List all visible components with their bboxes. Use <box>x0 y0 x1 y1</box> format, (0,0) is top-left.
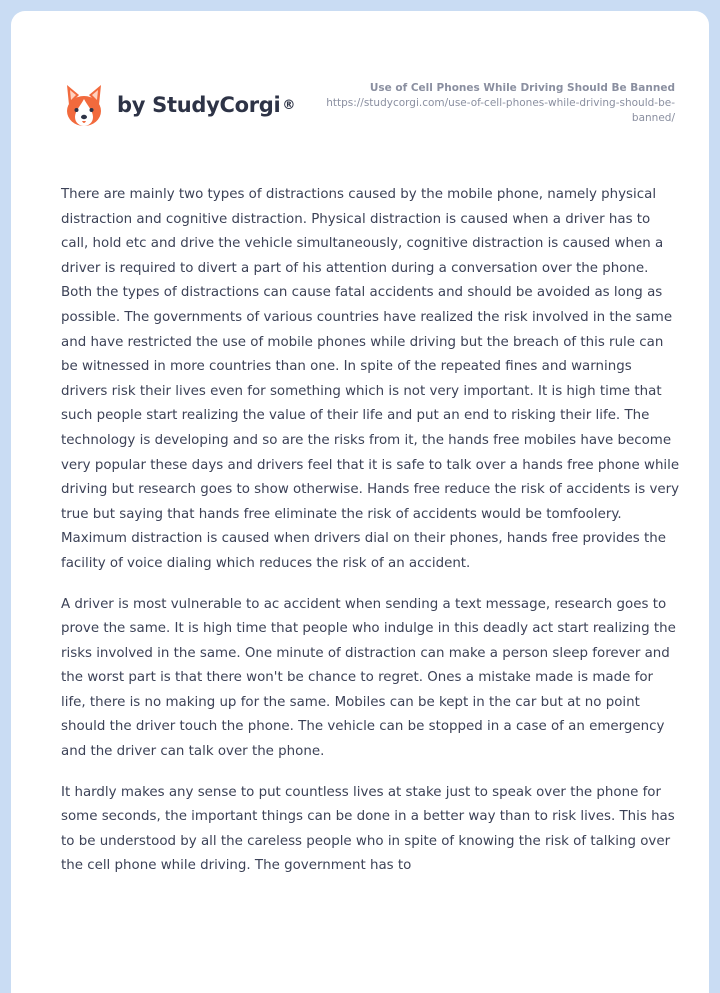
paragraph: There are mainly two types of distractions caused by the mobile phone, namely physical distraction and cognitive distraction. Physical distraction is caused when a driver has to call, hold etc and drive the vehicle simultaneously, cognitive distraction is caused when a driver is required to divert a part of his attention during a conversation over the phone. Both the types of distractions can cause fatal accidents and should be avoided as long as possible. The governments of various countries have realized the risk involved in the same and have restricted the use of mobile phones while driving but the breach of this rule can be witnessed in more countries than one. In spite of the repeated fines and warnings drivers risk their lives even for something which is not very important. It is high time that such people start realizing the value of their life and put an end to risking their life. The technology is developing and so are the risks from it, the hands free mobiles have become very popular these days and drivers feel that it is safe to talk over a hands free phone while driving but research goes to show otherwise. Hands free reduce the risk of accidents is very true but saying that hands free eliminate the risk of accidents would be tomfoolery. Maximum distraction is caused when drivers dial on their phones, hands free provides the facility of voice dialing which reduces the risk of an accident. <box>61 187 680 571</box>
source-title: Use of Cell Phones While Driving Should Be Banned <box>369 82 675 94</box>
document-page <box>11 11 709 993</box>
essay-body <box>61 183 681 895</box>
paragraph: It hardly makes any sense to put countless lives at stake just to speak over the phone for some seconds, the important things can be done in a better way than to risk lives. This has to be understood by all the careless people who in spite of knowing the risk of talking over the cell phone while driving. The government has to <box>61 784 675 874</box>
studycorgi-logo[interactable] <box>61 81 295 129</box>
source-url[interactable]: https://studycorgi.com/use-of-cell-phones-while-driving-should-be-banned/ <box>326 97 675 124</box>
source-reference <box>315 81 675 126</box>
corgi-icon <box>61 81 107 129</box>
registered-mark: ® <box>282 97 296 113</box>
paragraph: A driver is most vulnerable to ac accident when sending a text message, research goes to prove the same. It is high time that people who indulge in this deadly act start realizing the risks involved in the same. One minute of distraction can make a person sleep forever and the worst part is that there won't be chance to regret. Ones a mistake made is made for life, there is no making up for the same. Mobiles can be kept in the car but at no point should the driver touch the phone. The vehicle can be stopped in a case of an emergency and the driver can talk over the phone. <box>61 596 676 760</box>
brand-name: by StudyCorgi <box>117 93 281 117</box>
